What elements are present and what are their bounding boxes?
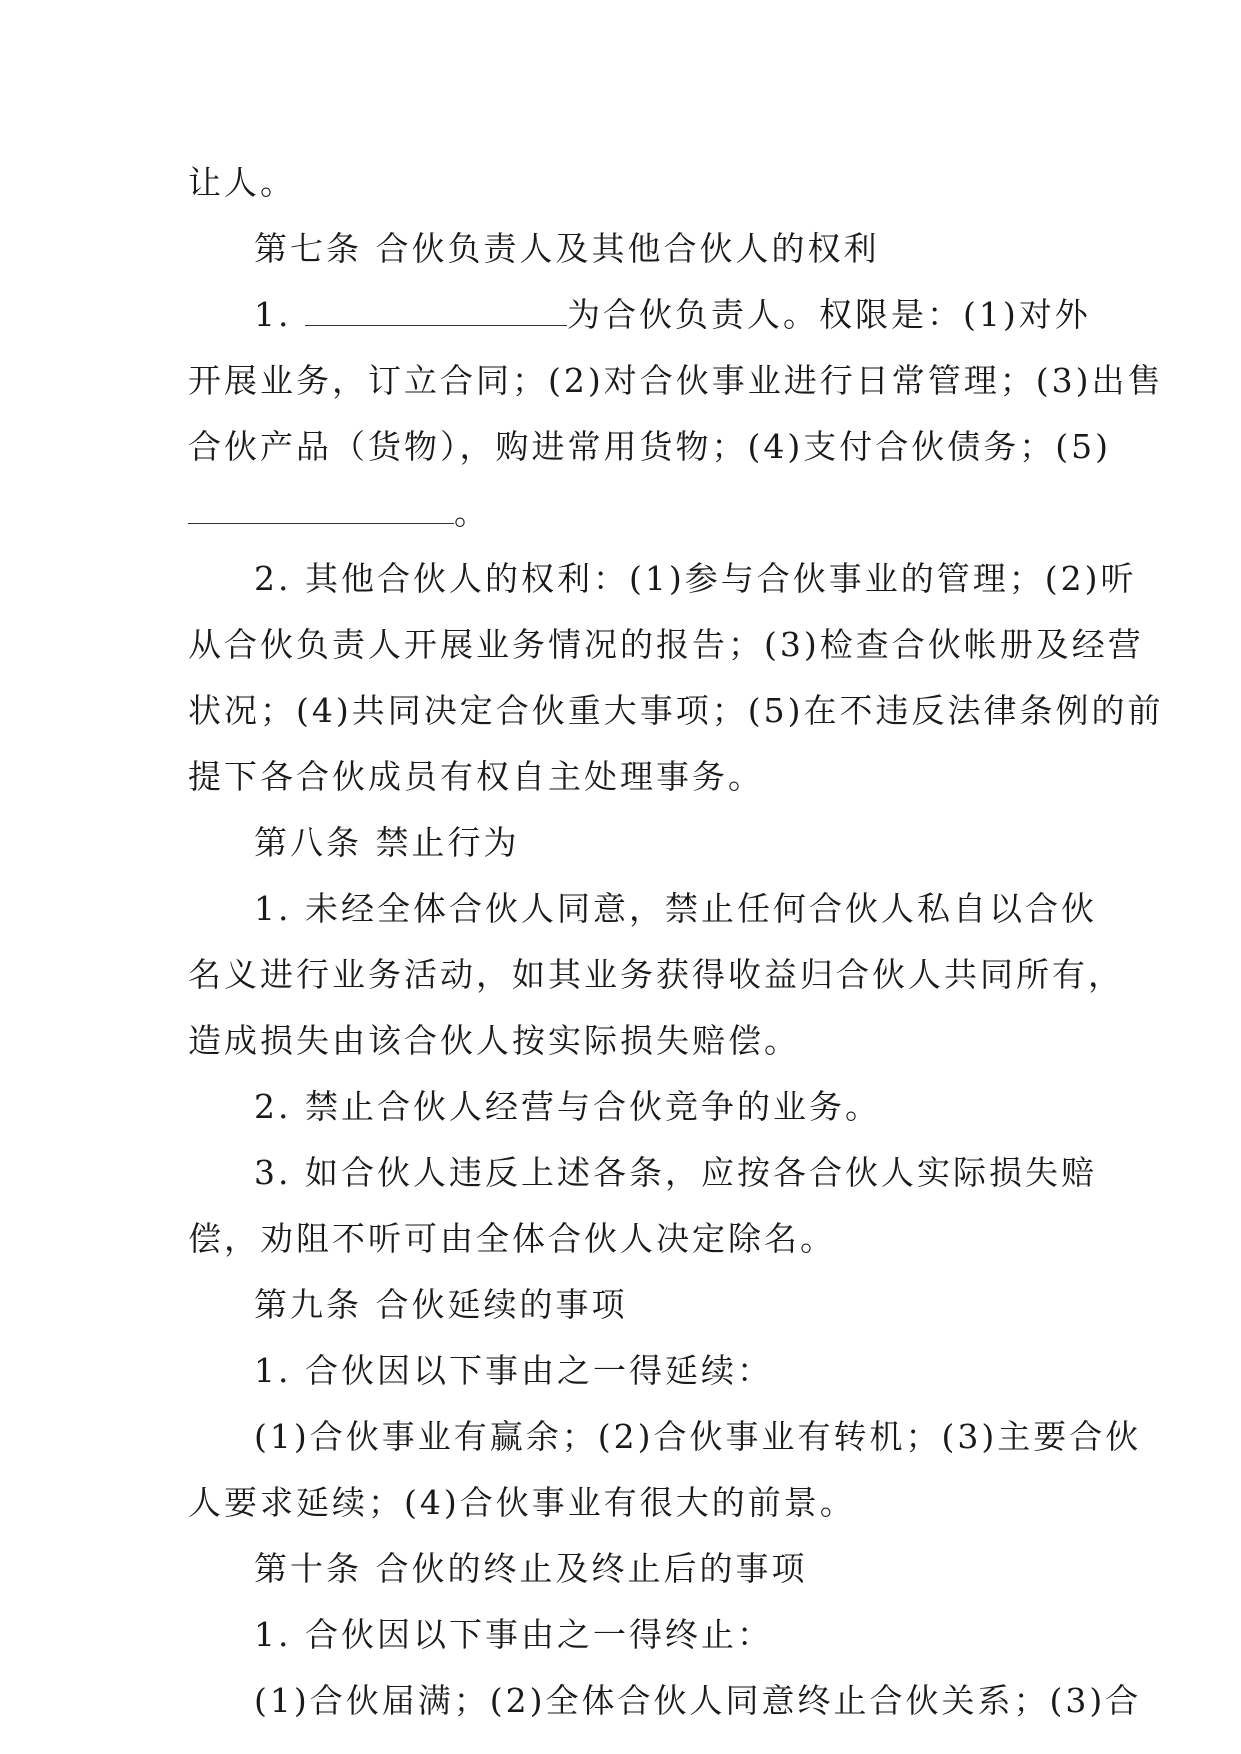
text-line [188,480,1054,546]
fill-in-blank [188,495,454,524]
text-line: 1. 合伙因以下事由之一得终止： [254,1615,773,1654]
article-heading: 第九条 合伙延续的事项 [254,1285,628,1324]
text-line: 2. 禁止合伙人经营与合伙竞争的业务。 [254,1087,881,1126]
text-line: 提下各合伙成员有权自主处理事务。 [188,757,764,796]
text-line: (1)合伙届满；(2)全体合伙人同意终止合伙关系；(3)合 [254,1681,1142,1720]
text-line: 1. 未经全体合伙人同意，禁止任何合伙人私自以合伙 [254,889,1097,928]
document-page [188,150,1164,1734]
text-line: 造成损失由该合伙人按实际损失赔偿。 [188,1021,800,1060]
item-number: 1. [254,295,305,334]
text-line: 从合伙负责人开展业务情况的报告；(3)检查合伙帐册及经营 [188,625,1144,664]
text-line: 偿，劝阻不听可由全体合伙人决定除名。 [188,1219,836,1258]
text-line: 人要求延续；(4)合伙事业有很大的前景。 [188,1483,856,1522]
text-line: 开展业务，订立合同；(2)对合伙事业进行日常管理；(3)出售 [188,361,1164,400]
fill-in-blank [305,297,567,326]
text-segment: 。 [454,493,490,532]
text-line: 3. 如合伙人违反上述各条，应按各合伙人实际损失赔 [254,1153,1097,1192]
text-line [188,282,1091,348]
text-segment: 为合伙负责人。权限是：(1)对外 [566,295,1091,334]
text-line: (1)合伙事业有赢余；(2)合伙事业有转机；(3)主要合伙 [254,1417,1142,1456]
text-line: 状况；(4)共同决定合伙重大事项；(5)在不违反法律条例的前 [188,691,1164,730]
article-heading: 第八条 禁止行为 [254,823,520,862]
text-line: 1. 合伙因以下事由之一得延续： [254,1351,773,1390]
text-line: 2. 其他合伙人的权利：(1)参与合伙事业的管理；(2)听 [254,559,1137,598]
article-heading: 第七条 合伙负责人及其他合伙人的权利 [254,229,880,268]
text-line: 让人。 [188,163,296,202]
text-line: 合伙产品（货物），购进常用货物；(4)支付合伙债务；(5) [188,427,1111,466]
article-heading: 第十条 合伙的终止及终止后的事项 [254,1549,808,1588]
text-line: 名义进行业务活动，如其业务获得收益归合伙人共同所有， [188,955,1124,994]
